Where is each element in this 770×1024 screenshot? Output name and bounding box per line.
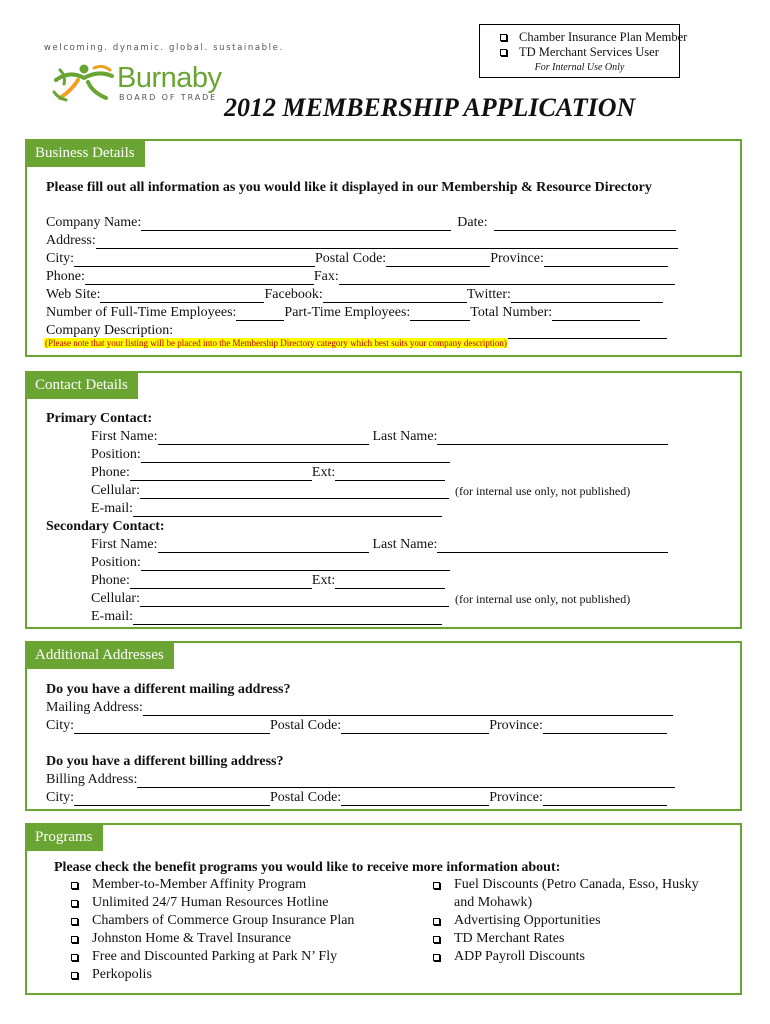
additional-addresses-section — [25, 641, 742, 811]
mailing-postal-code-field[interactable] — [341, 720, 489, 734]
internal-item — [500, 30, 687, 45]
checkbox-icon[interactable] — [71, 954, 78, 961]
program-label: ADP Payroll Discounts — [454, 949, 585, 964]
primary-phone-row: Phone: Ext: — [91, 464, 445, 481]
checkbox-icon[interactable] — [71, 936, 78, 943]
secondary-phone-field[interactable] — [130, 575, 312, 589]
billing-address-field[interactable] — [137, 774, 675, 788]
address-field[interactable] — [96, 235, 678, 249]
checkbox-icon[interactable] — [71, 882, 78, 889]
parttime-field[interactable] — [410, 307, 470, 321]
program-label: Advertising Opportunities — [454, 913, 601, 928]
logo-subtitle: BOARD OF TRADE — [119, 93, 218, 102]
primary-cellular-row: Cellular: (for internal use only, not published) — [91, 483, 631, 498]
checkbox-icon[interactable] — [433, 882, 440, 889]
business-details-section — [25, 139, 742, 357]
company-name-row: Company Name: Date: — [46, 214, 676, 231]
date-field[interactable] — [494, 217, 676, 231]
directory-note: (Please note that your listing will be placed into the Membership Directory category which best suits your company description) — [45, 338, 507, 348]
program-item[interactable] — [71, 913, 354, 929]
section-tab: Additional Addresses — [25, 641, 174, 669]
billing-question: Do you have a different billing address? — [46, 754, 284, 769]
program-item[interactable] — [71, 895, 328, 911]
primary-contact-heading: Primary Contact: — [46, 411, 153, 426]
mailing-city-field[interactable] — [74, 720, 270, 734]
program-item[interactable] — [433, 877, 699, 893]
program-item[interactable] — [71, 931, 291, 947]
billing-city-row: City: Postal Code: Province: — [46, 789, 667, 806]
description-row: Company Description: — [46, 322, 667, 339]
description-field[interactable] — [173, 325, 667, 339]
program-label: TD Merchant Rates — [454, 931, 565, 946]
program-item[interactable] — [433, 913, 601, 929]
checkbox-icon[interactable] — [433, 936, 440, 943]
fax-field[interactable] — [339, 271, 675, 285]
business-instruction: Please fill out all information as you would like it displayed in our Membership & Resource Directory — [46, 180, 652, 195]
primary-position-row: Position: — [91, 446, 450, 463]
facebook-field[interactable] — [323, 289, 467, 303]
secondary-first-name-field[interactable] — [158, 539, 369, 553]
program-label: Perkopolis — [92, 967, 152, 982]
province-field[interactable] — [544, 253, 668, 267]
logo-wordmark: Burnaby — [117, 62, 222, 94]
secondary-phone-row: Phone: Ext: — [91, 572, 445, 589]
city-field[interactable] — [74, 253, 315, 267]
checkbox-icon[interactable] — [71, 972, 78, 979]
secondary-contact-heading: Secondary Contact: — [46, 519, 165, 534]
contact-details-section — [25, 371, 742, 629]
total-field[interactable] — [552, 307, 640, 321]
tagline: welcoming. dynamic. global. sustainable. — [44, 43, 284, 53]
program-item[interactable] — [71, 949, 337, 965]
checkbox-icon[interactable] — [433, 954, 440, 961]
primary-cellular-field[interactable] — [140, 485, 449, 499]
program-label: Free and Discounted Parking at Park N’ Fly — [92, 949, 338, 964]
section-tab: Contact Details — [25, 371, 138, 399]
primary-email-row: E-mail: — [91, 500, 442, 517]
program-label: Fuel Discounts (Petro Canada, Esso, Husky — [454, 877, 699, 892]
phone-row: Phone: Fax: — [46, 268, 675, 285]
secondary-position-field[interactable] — [141, 557, 450, 571]
program-label: Member-to-Member Affinity Program — [92, 877, 307, 892]
checkbox-icon[interactable] — [433, 918, 440, 925]
checkbox-icon[interactable] — [71, 918, 78, 925]
internal-use-box — [479, 24, 688, 78]
secondary-cellular-field[interactable] — [140, 593, 449, 607]
secondary-name-row: First Name: Last Name: — [91, 536, 668, 553]
secondary-last-name-field[interactable] — [437, 539, 668, 553]
phone-field[interactable] — [85, 271, 314, 285]
billing-province-field[interactable] — [543, 792, 667, 806]
internal-use-note: For Internal Use Only — [534, 62, 625, 73]
billing-postal-code-field[interactable] — [341, 792, 489, 806]
billing-city-field[interactable] — [74, 792, 270, 806]
primary-position-field[interactable] — [141, 449, 450, 463]
checkbox-icon[interactable] — [500, 34, 507, 41]
programs-section — [25, 823, 742, 995]
program-item[interactable] — [433, 931, 564, 947]
page-title: 2012 MEMBERSHIP APPLICATION — [224, 93, 636, 122]
mailing-city-row: City: Postal Code: Province: — [46, 717, 667, 734]
web-site-field[interactable] — [100, 289, 264, 303]
primary-email-field[interactable] — [133, 503, 442, 517]
web-row: Web Site: Facebook: Twitter: — [46, 286, 663, 303]
primary-ext-field[interactable] — [335, 467, 445, 481]
internal-item-label: Chamber Insurance Plan Member — [519, 30, 688, 44]
program-label-continued: and Mohawk) — [454, 895, 533, 910]
mailing-address-row: Mailing Address: — [46, 699, 673, 716]
postal-code-field[interactable] — [386, 253, 490, 267]
twitter-field[interactable] — [511, 289, 663, 303]
program-item[interactable] — [433, 949, 585, 965]
program-label: Unlimited 24/7 Human Resources Hotline — [92, 895, 329, 910]
checkbox-icon[interactable] — [500, 49, 507, 56]
programs-instruction: Please check the benefit programs you would like to receive more information about: — [54, 860, 561, 875]
billing-address-row: Billing Address: — [46, 771, 675, 788]
section-tab: Programs — [25, 823, 103, 851]
program-label: Johnston Home & Travel Insurance — [92, 931, 292, 946]
primary-phone-field[interactable] — [130, 467, 312, 481]
mailing-province-field[interactable] — [543, 720, 667, 734]
program-label: Chambers of Commerce Group Insurance Plan — [92, 913, 355, 928]
secondary-email-row: E-mail: — [91, 608, 442, 625]
primary-name-row: First Name: Last Name: — [91, 428, 668, 445]
city-row: City: Postal Code: Province: — [46, 250, 668, 267]
primary-first-name-field[interactable] — [158, 431, 369, 445]
secondary-cellular-row: Cellular: (for internal use only, not published) — [91, 591, 631, 606]
section-tab: Business Details — [25, 139, 145, 167]
internal-item — [500, 45, 659, 60]
secondary-email-field[interactable] — [133, 611, 442, 625]
address-row: Address: — [46, 232, 678, 249]
checkbox-icon[interactable] — [71, 900, 78, 907]
fulltime-field[interactable] — [236, 307, 284, 321]
primary-last-name-field[interactable] — [437, 431, 668, 445]
mailing-address-field[interactable] — [143, 702, 673, 716]
company-name-field[interactable] — [141, 217, 451, 231]
program-item[interactable] — [71, 967, 152, 983]
mailing-question: Do you have a different mailing address? — [46, 682, 291, 697]
internal-item-label: TD Merchant Services User — [519, 45, 659, 59]
employees-row: Number of Full-Time Employees: Part-Time Employees: Total Number: — [46, 304, 640, 321]
secondary-position-row: Position: — [91, 554, 450, 571]
program-item[interactable] — [71, 877, 306, 893]
secondary-ext-field[interactable] — [335, 575, 445, 589]
